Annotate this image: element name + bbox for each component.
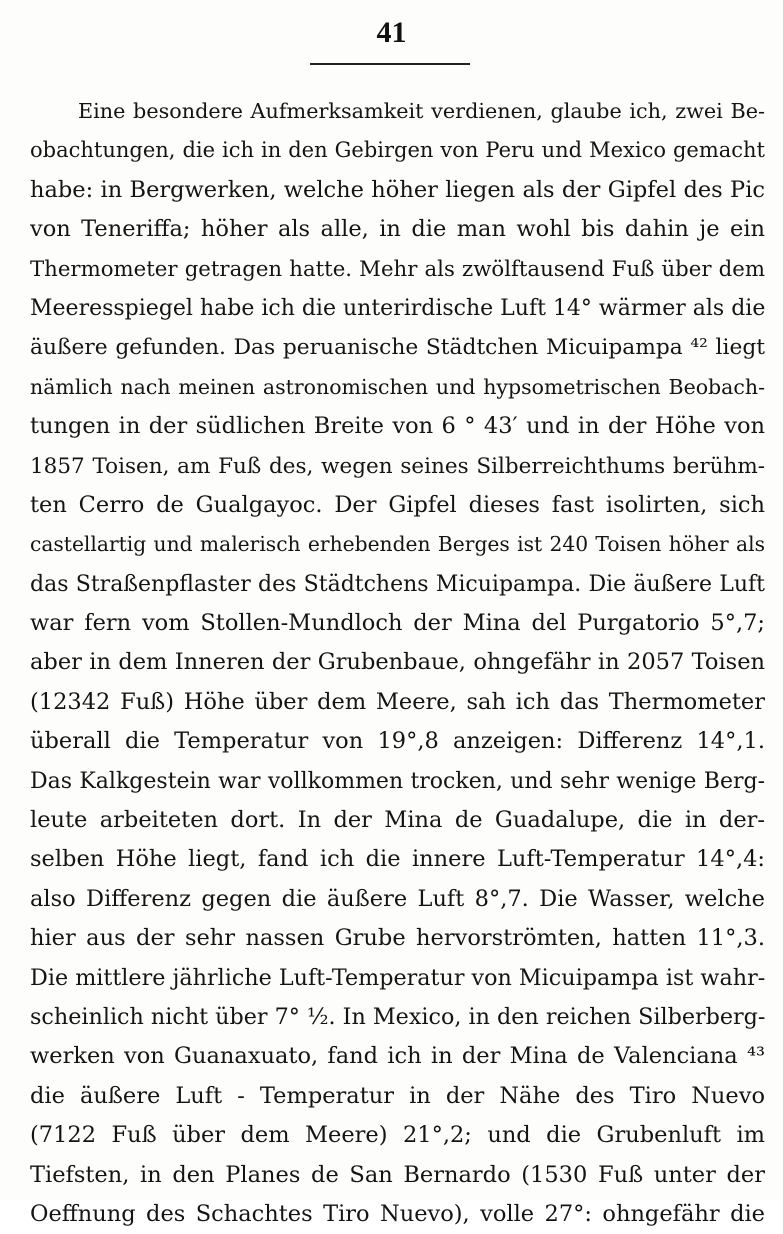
text-line: Thermometer getragen hatte. Mehr als zwölftausend Fuß über dem bbox=[30, 256, 765, 282]
text-line: werken von Guanaxuato, fand ich in der Mina de Valenciana ⁴³ bbox=[30, 1043, 765, 1070]
text-line: die äußere Luft - Temperatur in der Nähe des Tiro Nuevo bbox=[30, 1082, 765, 1109]
body-text bbox=[30, 92, 765, 1234]
text-line: überall die Temperatur von 19°,8 anzeigen: Differenz 14°,1. bbox=[30, 728, 765, 755]
text-line: habe: in Bergwerken, welche höher liegen als der Gipfel des Pic bbox=[30, 176, 765, 203]
text-line: leute arbeiteten dort. In der Mina de Guadalupe, die in der- bbox=[30, 807, 765, 834]
header-rule bbox=[310, 63, 470, 65]
text-line: (7122 Fuß über dem Meere) 21°,2; und die Grubenluft im bbox=[30, 1122, 765, 1149]
text-line: Eine besondere Aufmerksamkeit verdienen, glaube ich, zwei Be- bbox=[78, 99, 765, 123]
text-line: äußere gefunden. Das peruanische Städtchen Micuipampa ⁴² liegt bbox=[30, 335, 765, 361]
text-line: aber in dem Inneren der Grubenbaue, ohngefähr in 2057 Toisen bbox=[30, 649, 765, 676]
text-line: Tiefsten, in den Planes de San Bernardo (1530 Fuß unter der bbox=[30, 1161, 765, 1188]
text-line: scheinlich nicht über 7° ½. In Mexico, in den reichen Silberberg- bbox=[30, 1003, 765, 1030]
text-line: tungen in der südlichen Breite von 6 ° 43′ und in der Höhe von bbox=[30, 413, 765, 440]
text-line: ten Cerro de Gualgayoc. Der Gipfel dieses fast isolirten, sich bbox=[30, 491, 765, 518]
text-line: (12342 Fuß) Höhe über dem Meere, sah ich das Thermometer bbox=[30, 688, 765, 715]
page-number: 41 bbox=[376, 16, 407, 49]
text-line: Meeresspiegel habe ich die unterirdische Luft 14° wärmer als die bbox=[30, 295, 765, 321]
text-line: von Teneriffa; höher als alle, in die man wohl bis dahin je ein bbox=[30, 216, 765, 243]
text-line: Das Kalkgestein war vollkommen trocken, und sehr wenige Berg- bbox=[30, 768, 765, 794]
text-line: 1857 Toisen, am Fuß des, wegen seines Silberreichthums berühm- bbox=[30, 453, 765, 479]
text-line: war fern vom Stollen-Mundloch der Mina del Purgatorio 5°,7; bbox=[30, 610, 765, 637]
text-line: obachtungen, die ich in den Gebirgen von Peru und Mexico gemacht bbox=[30, 138, 765, 163]
text-line: hier aus der sehr nassen Grube hervorströmten, hatten 11°,3. bbox=[30, 925, 765, 952]
text-line: selben Höhe liegt, fand ich die innere Luft-Temperatur 14°,4: bbox=[30, 846, 765, 873]
text-line: das Straßenpflaster des Städtchens Micuipampa. Die äußere Luft bbox=[30, 571, 765, 597]
text-line: Die mittlere jährliche Luft-Temperatur von Micuipampa ist wahr- bbox=[30, 964, 765, 991]
text-line: castellartig und malerisch erhebenden Berges ist 240 Toisen höher als bbox=[30, 532, 765, 557]
text-line: Oeffnung des Schachtes Tiro Nuevo), volle 27°: ohngefähr die bbox=[30, 1200, 765, 1227]
text-line: also Differenz gegen die äußere Luft 8°,7. Die Wasser, welche bbox=[30, 885, 765, 912]
text-line: nämlich nach meinen astronomischen und hypsometrischen Beobach- bbox=[30, 374, 765, 399]
